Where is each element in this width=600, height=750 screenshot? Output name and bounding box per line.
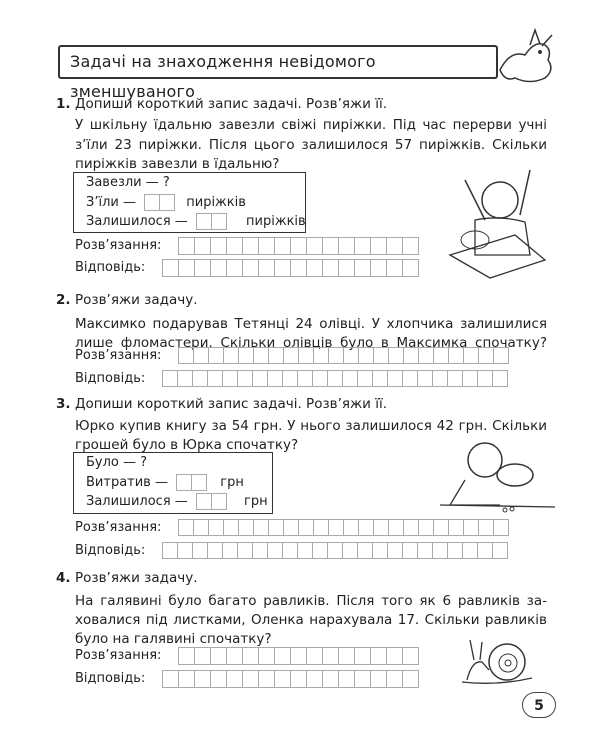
answer-cell[interactable] bbox=[274, 647, 291, 665]
answer-cell[interactable] bbox=[343, 519, 359, 536]
answer-cell[interactable] bbox=[463, 347, 479, 364]
task-4-text: На галявині було багато равликів. Після того як 6 равликів за- bbox=[75, 593, 547, 609]
task-2-text: Максимко подарував Тетянці 24 олівці. У хлопчика залишилися bbox=[75, 316, 547, 332]
answer-cell[interactable] bbox=[177, 542, 193, 559]
answer-cell[interactable] bbox=[354, 647, 371, 665]
answer-cell[interactable] bbox=[210, 237, 227, 255]
answer-cell[interactable] bbox=[402, 647, 419, 665]
answer-cell[interactable] bbox=[267, 542, 283, 559]
answer-cell[interactable] bbox=[274, 237, 291, 255]
answer-cell[interactable] bbox=[223, 347, 239, 364]
answer-cell[interactable] bbox=[432, 542, 448, 559]
answer-cell[interactable] bbox=[338, 670, 355, 688]
answer-cell[interactable] bbox=[447, 542, 463, 559]
answer-cell[interactable] bbox=[313, 347, 329, 364]
answer-cells[interactable] bbox=[196, 213, 226, 230]
record-label: Витратив — bbox=[86, 475, 168, 490]
answer-cell[interactable] bbox=[242, 259, 259, 277]
answer-cell[interactable] bbox=[312, 370, 328, 387]
task-1-text: У шкільну їдальню завезли свіжі пиріжки. Під час перерви учні bbox=[75, 117, 547, 133]
task-2-solution-cells[interactable] bbox=[178, 347, 508, 364]
answer-cell[interactable] bbox=[162, 259, 179, 277]
answer-cell[interactable] bbox=[402, 259, 419, 277]
answer-cell[interactable] bbox=[242, 670, 259, 688]
answer-cell[interactable] bbox=[433, 347, 449, 364]
record-label: З’їли — bbox=[86, 195, 136, 210]
task-4-answer-label: Відповідь: bbox=[75, 671, 146, 686]
answer-cell[interactable] bbox=[297, 370, 313, 387]
snail-illustration-icon bbox=[462, 630, 532, 690]
answer-cell[interactable] bbox=[258, 237, 275, 255]
answer-cell[interactable] bbox=[267, 370, 283, 387]
answer-cell[interactable] bbox=[386, 647, 403, 665]
answer-cell[interactable] bbox=[462, 370, 478, 387]
answer-cell[interactable] bbox=[210, 259, 227, 277]
page-number: 5 bbox=[522, 692, 556, 718]
answer-cell[interactable] bbox=[282, 542, 298, 559]
answer-cell[interactable] bbox=[354, 670, 371, 688]
answer-cells[interactable] bbox=[176, 474, 206, 491]
task-1-text: пиріжків завезли в їдальню? bbox=[75, 156, 280, 172]
answer-cell[interactable] bbox=[403, 519, 419, 536]
answer-cell[interactable] bbox=[177, 370, 193, 387]
answer-cell[interactable] bbox=[492, 542, 508, 559]
answer-cell[interactable] bbox=[322, 259, 339, 277]
task-4-solution-cells[interactable] bbox=[178, 647, 418, 665]
answer-cell[interactable] bbox=[370, 237, 387, 255]
answer-cell[interactable] bbox=[226, 670, 243, 688]
task-1-instruction: Допиши короткий запис задачі. Розв’яжи її. bbox=[75, 96, 388, 112]
answer-cell[interactable] bbox=[298, 519, 314, 536]
answer-cell[interactable] bbox=[290, 647, 307, 665]
record-unit: грн bbox=[220, 475, 244, 490]
answer-cell[interactable] bbox=[448, 347, 464, 364]
answer-cell[interactable] bbox=[417, 370, 433, 387]
answer-cell[interactable] bbox=[306, 237, 323, 255]
answer-cell[interactable] bbox=[290, 259, 307, 277]
answer-cell[interactable] bbox=[238, 347, 254, 364]
answer-cell[interactable] bbox=[387, 370, 403, 387]
task-2-answer-cells[interactable] bbox=[162, 370, 507, 387]
answer-cell[interactable] bbox=[283, 519, 299, 536]
task-3-solution-label: Розв’язання: bbox=[75, 520, 162, 535]
answer-cell[interactable] bbox=[253, 347, 269, 364]
task-1-answer-label: Відповідь: bbox=[75, 260, 146, 275]
answer-cell[interactable] bbox=[370, 670, 387, 688]
answer-cell[interactable] bbox=[223, 519, 239, 536]
answer-cell[interactable] bbox=[282, 370, 298, 387]
answer-cell[interactable] bbox=[178, 347, 194, 364]
answer-cell[interactable] bbox=[418, 347, 434, 364]
answer-cell[interactable] bbox=[237, 370, 253, 387]
record-line: Було — ? bbox=[86, 455, 148, 470]
answer-cell[interactable] bbox=[402, 237, 419, 255]
answer-cell[interactable] bbox=[447, 370, 463, 387]
answer-cell[interactable] bbox=[477, 542, 493, 559]
answer-cell[interactable] bbox=[242, 647, 259, 665]
task-4-instruction: Розв’яжи задачу. bbox=[75, 570, 198, 586]
answer-cell[interactable] bbox=[192, 370, 208, 387]
task-1-solution-cells[interactable] bbox=[178, 237, 418, 255]
answer-cell[interactable] bbox=[342, 370, 358, 387]
answer-cell[interactable] bbox=[372, 370, 388, 387]
answer-cell[interactable] bbox=[306, 259, 323, 277]
answer-cell[interactable] bbox=[354, 259, 371, 277]
task-1-number: 1. bbox=[56, 96, 71, 112]
answer-cell[interactable] bbox=[417, 542, 433, 559]
answer-cell[interactable] bbox=[354, 237, 371, 255]
answer-cell[interactable] bbox=[226, 647, 243, 665]
task-4-text: ховалися під листками, Оленка нарахувала 17. Скільки равликів bbox=[75, 612, 547, 628]
answer-cell[interactable] bbox=[386, 237, 403, 255]
answer-cell[interactable] bbox=[327, 370, 343, 387]
dragon-illustration-icon bbox=[490, 20, 560, 90]
answer-cell[interactable] bbox=[268, 519, 284, 536]
task-2-instruction: Розв’яжи задачу. bbox=[75, 292, 198, 308]
answer-cell[interactable] bbox=[370, 647, 387, 665]
record-unit: пиріжків bbox=[186, 195, 246, 210]
answer-cell[interactable] bbox=[343, 347, 359, 364]
answer-cell[interactable] bbox=[274, 259, 291, 277]
task-2-text: лише фломастери. Скільки олівців було в Максимка спочатку? bbox=[75, 335, 547, 351]
answer-cell[interactable] bbox=[386, 670, 403, 688]
answer-cell[interactable] bbox=[432, 370, 448, 387]
answer-cell[interactable] bbox=[418, 519, 434, 536]
record-line: Завезли — ? bbox=[86, 175, 170, 190]
answer-cell[interactable] bbox=[194, 647, 211, 665]
answer-cell[interactable] bbox=[493, 519, 509, 536]
task-4-answer-cells[interactable] bbox=[162, 670, 418, 688]
task-3-answer-label: Відповідь: bbox=[75, 543, 146, 558]
answer-cell[interactable] bbox=[274, 670, 291, 688]
answer-cell[interactable] bbox=[328, 347, 344, 364]
task-4-number: 4. bbox=[56, 570, 71, 586]
answer-cell[interactable] bbox=[268, 347, 284, 364]
answer-cell[interactable] bbox=[386, 259, 403, 277]
task-2-number: 2. bbox=[56, 292, 71, 308]
answer-cell[interactable] bbox=[492, 370, 508, 387]
answer-cell[interactable] bbox=[194, 670, 211, 688]
task-4-solution-label: Розв’язання: bbox=[75, 648, 162, 663]
answer-cell[interactable] bbox=[322, 647, 339, 665]
task-3-instruction: Допиши короткий запис задачі. Розв’яжи її. bbox=[75, 396, 388, 412]
record-label: Залишилося — bbox=[86, 214, 188, 229]
record-label: Залишилося — bbox=[86, 494, 188, 509]
answer-cell[interactable] bbox=[462, 542, 478, 559]
answer-cell[interactable] bbox=[493, 347, 509, 364]
task-3-text: грошей було в Юрка спочатку? bbox=[75, 437, 299, 453]
answer-cell[interactable] bbox=[193, 347, 209, 364]
record-unit: пиріжків bbox=[246, 214, 306, 229]
boy-eating-illustration-icon bbox=[445, 160, 550, 280]
answer-cell[interactable] bbox=[433, 519, 449, 536]
answer-cell[interactable] bbox=[207, 542, 223, 559]
answer-cell[interactable] bbox=[338, 237, 355, 255]
answer-cell[interactable] bbox=[402, 370, 418, 387]
answer-cell[interactable] bbox=[328, 519, 344, 536]
answer-cell[interactable] bbox=[388, 519, 404, 536]
answer-cell[interactable] bbox=[478, 347, 494, 364]
answer-cell[interactable] bbox=[178, 519, 194, 536]
answer-cell[interactable] bbox=[357, 542, 373, 559]
answer-cell[interactable] bbox=[162, 670, 179, 688]
answer-cell[interactable] bbox=[306, 670, 323, 688]
answer-cell[interactable] bbox=[194, 259, 211, 277]
task-1-short-record bbox=[73, 172, 306, 233]
answer-cell[interactable] bbox=[338, 259, 355, 277]
answer-cell[interactable] bbox=[297, 542, 313, 559]
answer-cell[interactable] bbox=[357, 370, 373, 387]
answer-cell[interactable] bbox=[242, 237, 259, 255]
answer-cell[interactable] bbox=[222, 542, 238, 559]
answer-cells[interactable] bbox=[196, 493, 226, 510]
answer-cell[interactable] bbox=[322, 237, 339, 255]
answer-cell[interactable] bbox=[478, 519, 494, 536]
page-title: Задачі на знаходження невідомого зменшуваного bbox=[58, 45, 498, 79]
answer-cell[interactable] bbox=[477, 370, 493, 387]
answer-cell[interactable] bbox=[208, 347, 224, 364]
answer-cell[interactable] bbox=[258, 259, 275, 277]
answer-cell[interactable] bbox=[463, 519, 479, 536]
answer-cell[interactable] bbox=[387, 542, 403, 559]
answer-cell[interactable] bbox=[370, 259, 387, 277]
answer-cell[interactable] bbox=[448, 519, 464, 536]
answer-cell[interactable] bbox=[290, 237, 307, 255]
answer-cell[interactable] bbox=[210, 670, 227, 688]
answer-cell[interactable] bbox=[338, 647, 355, 665]
task-1-answer-cells[interactable] bbox=[162, 259, 418, 277]
answer-cell[interactable] bbox=[342, 542, 358, 559]
task-4-text: було на галявині спочатку? bbox=[75, 631, 272, 647]
answer-cell[interactable] bbox=[237, 542, 253, 559]
answer-cell[interactable] bbox=[283, 347, 299, 364]
answer-cell[interactable] bbox=[306, 647, 323, 665]
task-3-short-record bbox=[73, 452, 273, 514]
answer-cell[interactable] bbox=[290, 670, 307, 688]
answer-cell[interactable] bbox=[162, 542, 178, 559]
boy-with-piggy-bank-illustration-icon bbox=[440, 435, 555, 515]
answer-cell[interactable] bbox=[258, 647, 275, 665]
answer-cell[interactable] bbox=[208, 519, 224, 536]
answer-cell[interactable] bbox=[178, 259, 195, 277]
answer-cell[interactable] bbox=[313, 519, 329, 536]
task-2-answer-label: Відповідь: bbox=[75, 371, 146, 386]
answer-cell[interactable] bbox=[373, 519, 389, 536]
answer-cell[interactable] bbox=[192, 542, 208, 559]
task-1-text: з’їли 23 пиріжки. Після цього залишилося 57 пиріжків. Скільки bbox=[75, 137, 547, 153]
answer-cell[interactable] bbox=[162, 370, 178, 387]
answer-cell[interactable] bbox=[372, 542, 388, 559]
answer-cell[interactable] bbox=[402, 670, 419, 688]
answer-cell[interactable] bbox=[226, 237, 243, 255]
answer-cell[interactable] bbox=[403, 347, 419, 364]
answer-cell[interactable] bbox=[388, 347, 404, 364]
answer-cell[interactable] bbox=[178, 237, 195, 255]
answer-cell[interactable] bbox=[322, 670, 339, 688]
task-3-text: Юрко купив книгу за 54 грн. У нього залишилося 42 грн. Скільки bbox=[75, 418, 547, 434]
answer-cell[interactable] bbox=[222, 370, 238, 387]
answer-cell[interactable] bbox=[238, 519, 254, 536]
answer-cell[interactable] bbox=[358, 519, 374, 536]
task-2-solution-label: Розв’язання: bbox=[75, 348, 162, 363]
answer-cell[interactable] bbox=[178, 670, 195, 688]
answer-cell[interactable] bbox=[312, 542, 328, 559]
task-1-solution-label: Розв’язання: bbox=[75, 238, 162, 253]
answer-cell[interactable] bbox=[178, 647, 195, 665]
answer-cell[interactable] bbox=[402, 542, 418, 559]
answer-cell[interactable] bbox=[252, 370, 268, 387]
answer-cell[interactable] bbox=[298, 347, 314, 364]
answer-cell[interactable] bbox=[193, 519, 209, 536]
answer-cell[interactable] bbox=[253, 519, 269, 536]
task-3-number: 3. bbox=[56, 396, 71, 412]
answer-cells[interactable] bbox=[144, 194, 174, 211]
answer-cell[interactable] bbox=[358, 347, 374, 364]
answer-cell[interactable] bbox=[252, 542, 268, 559]
answer-cell[interactable] bbox=[373, 347, 389, 364]
record-unit: грн bbox=[244, 494, 268, 509]
answer-cell[interactable] bbox=[194, 237, 211, 255]
answer-cell[interactable] bbox=[226, 259, 243, 277]
answer-cell[interactable] bbox=[258, 670, 275, 688]
task-3-solution-cells[interactable] bbox=[178, 519, 508, 536]
answer-cell[interactable] bbox=[210, 647, 227, 665]
task-3-answer-cells[interactable] bbox=[162, 542, 507, 559]
answer-cell[interactable] bbox=[327, 542, 343, 559]
answer-cell[interactable] bbox=[207, 370, 223, 387]
